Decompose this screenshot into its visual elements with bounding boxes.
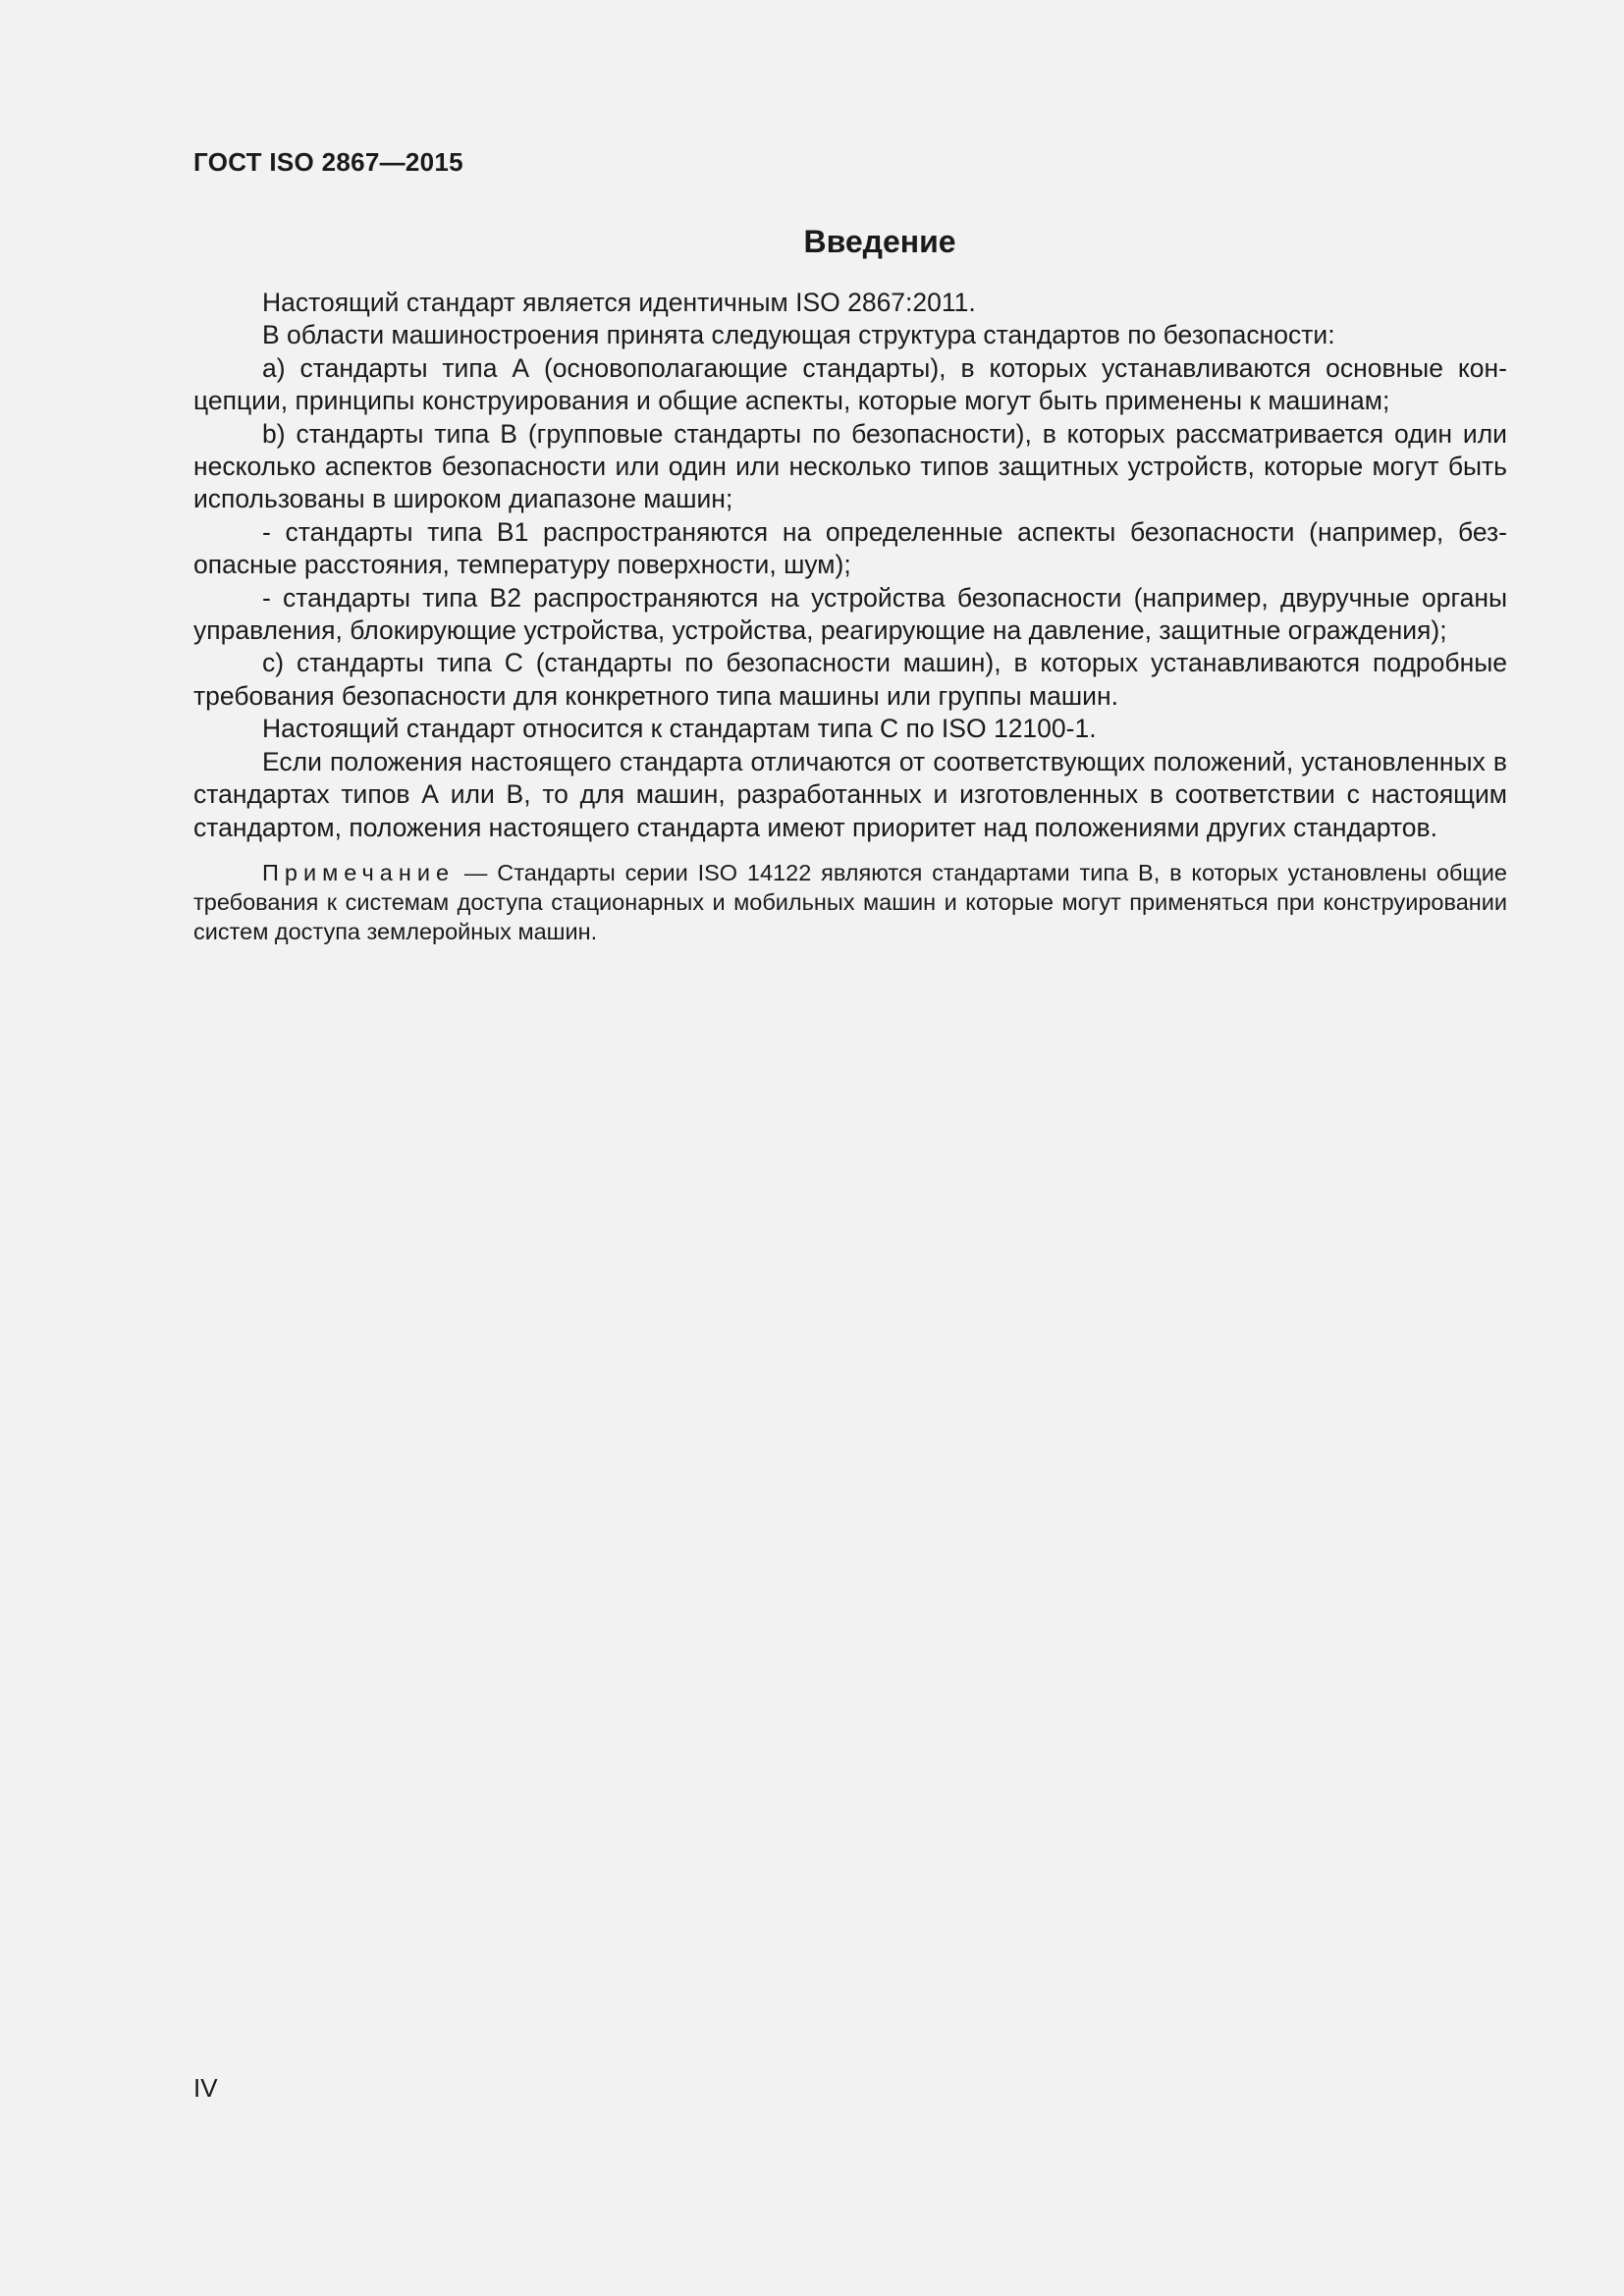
page-number: IV [193, 2073, 218, 2103]
paragraph-priority: Если положения настоящего стандарта отличаются от соответствующих положений, установленных в стандартах типов А или В, то для машин, разработанных и изготовленных в соответствии с настоящим стандартом, положения настоящего стандарта имеют приоритет над положениями других стандартов. [193, 746, 1507, 842]
note-block [193, 858, 1507, 946]
section-title: Введение [803, 224, 956, 259]
paragraph-classification: Настоящий стандарт относится к стандартам типа С по ISO 12100-1. [262, 714, 1097, 744]
paragraph-type-b2: - стандарты типа В2 распространяются на устройства безопасности (например, двуручные органы управления, блокирующие устройства, устройства, реагирующие на давление, защитные ограждения); [193, 582, 1507, 646]
note-text: — Стандарты серии ISO 14122 являются стандартами типа В, в которых установлены общие требования к системам доступа стационарных и мобильных машин и которые могут применяться при конструировании систем доступа землеройных машин. [193, 859, 1507, 944]
paragraph-structure-intro: В области машиностроения принята следующая структура стандартов по безопасности: [262, 320, 1335, 350]
paragraph-type-b: b) стандарты типа В (групповые стандарты по безопасности), в которых рассматривается один или несколько аспектов безопасности или один или несколько типов защитных устройств, которые могут быть использованы в широком диапазоне машин; [193, 418, 1507, 514]
introduction-section [193, 218, 1507, 969]
paragraph-type-a: a) стандарты типа А (основополагающие стандарты), в которых устанавливаются основные концепции, принципы конструирования и общие аспекты, которые могут быть применены к машинам; [193, 352, 1507, 416]
document-code-header: ГОСТ ISO 2867—2015 [193, 147, 463, 177]
paragraph-type-b1: - стандарты типа В1 распространяются на определенные аспекты безопасности (например, безопасные расстояния, температуру поверхности, шум); [193, 516, 1507, 580]
note-label: Примечание [262, 859, 456, 885]
paragraph-identity: Настоящий стандарт является идентичным ISO 2867:2011. [262, 288, 976, 317]
paragraph-type-c: c) стандарты типа С (стандарты по безопасности машин), в которых устанавливаются подробные требования безопасности для конкретного типа машины или группы машин. [193, 648, 1507, 711]
